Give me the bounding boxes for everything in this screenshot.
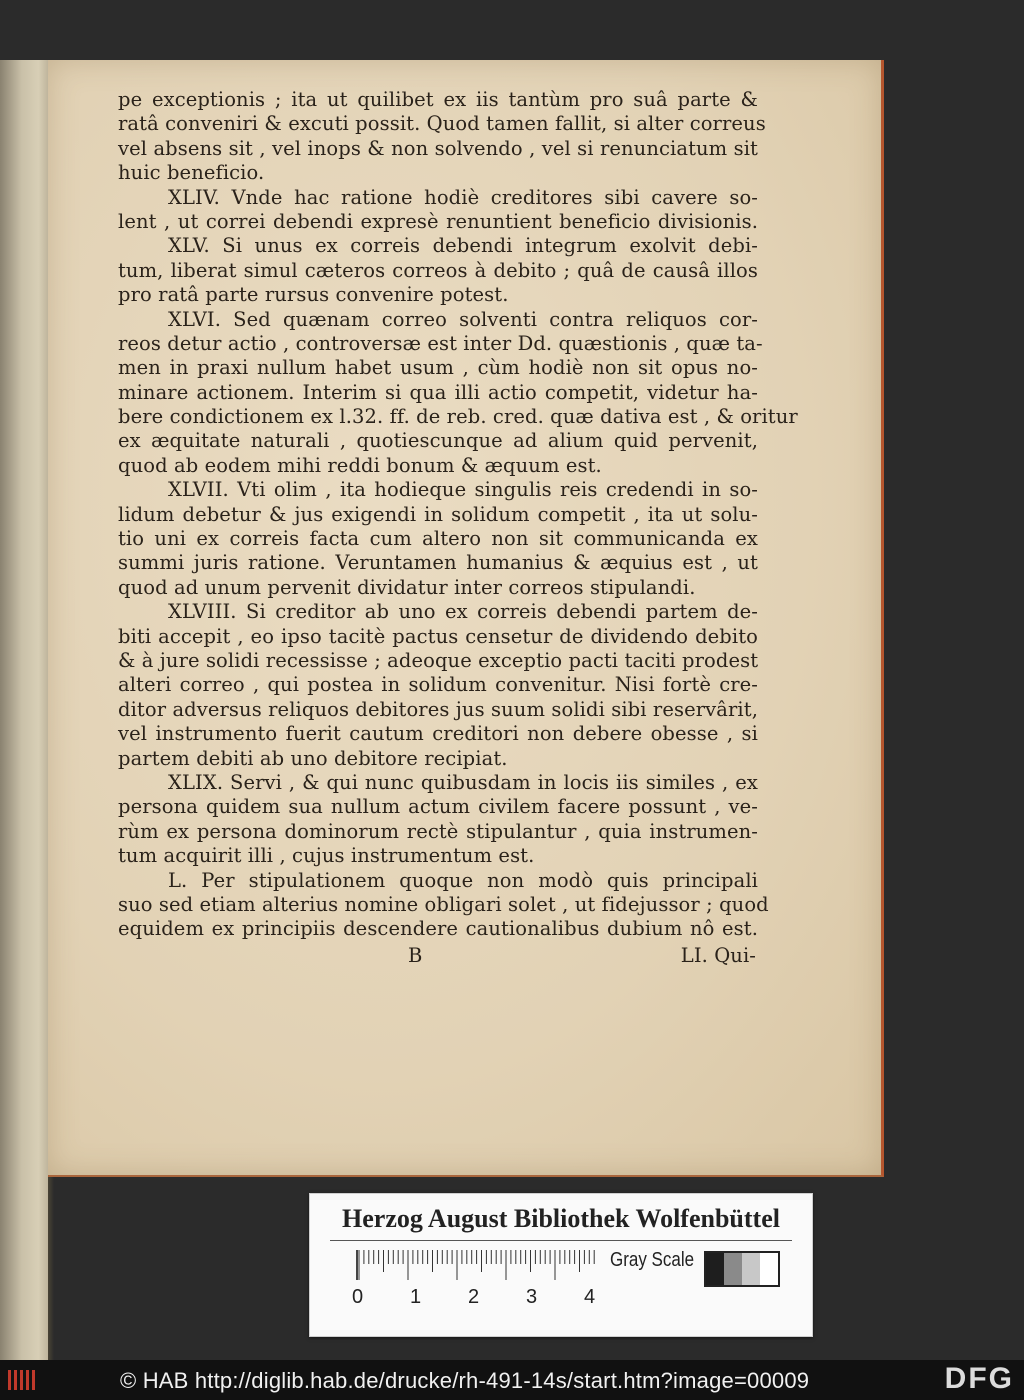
page-text bbox=[118, 88, 798, 968]
text-line: minare actionem. Interim si qua illi actio competit, videtur ha- bbox=[118, 380, 758, 404]
text-line: & à jure solidi recessisse ; adeoque exceptio pacti taciti prodest bbox=[118, 648, 759, 672]
text-line: reos detur actio , controversæ est inter Dd. quæstionis , quæ ta- bbox=[118, 331, 763, 355]
dfg-logo: DFG bbox=[944, 1362, 1014, 1395]
text-line: equidem ex principiis descendere cautionalibus dubium nô est. bbox=[118, 917, 758, 941]
text-line: ex æquitate naturali , quotiescunque ad alium quid pervenit, bbox=[118, 429, 758, 453]
ruler-number: 1 bbox=[410, 1286, 422, 1308]
book-page bbox=[48, 60, 884, 1177]
gray-swatch-cell bbox=[724, 1253, 742, 1285]
text-line: lent , ut correi debendi expresè renuntient beneficio divisionis. bbox=[118, 209, 758, 233]
text-line: vel absens sit , vel inops & non solvendo , vel si renunciatum sit bbox=[118, 136, 758, 160]
text-line: XLIX. Servi , & qui nunc quibusdam in locis iis similes , ex bbox=[168, 770, 758, 794]
text-line: XLVI. Sed quænam correo solventi contra reliquos cor- bbox=[168, 307, 758, 331]
text-line: lidum debetur & jus exigendi in solidum competit , ita ut solu- bbox=[118, 502, 758, 526]
text-line: XLVIII. Si creditor ab uno ex correis debendi partem de- bbox=[168, 600, 758, 624]
text-line: ditor adversus reliquos debitores jus suum solidi sibi reservârit, bbox=[118, 697, 758, 721]
ruler bbox=[356, 1250, 598, 1280]
text-line: tio uni ex correis facta cum altero non sit communicanda ex bbox=[118, 527, 758, 551]
text-line: ratâ conveniri & excuti possit. Quod tamen fallit, si alter correus bbox=[118, 112, 766, 136]
text-line: partem debiti ab uno debitore recipiat. bbox=[118, 746, 508, 770]
text-line: tum, liberat simul cæteros correos à debito ; quâ de causâ illos bbox=[118, 258, 758, 282]
gray-swatch-cell bbox=[706, 1253, 724, 1285]
gray-scale-swatch bbox=[704, 1251, 780, 1287]
gray-scale-label: Gray Scale bbox=[610, 1249, 695, 1271]
signature-mark: B bbox=[408, 943, 423, 967]
text-line: XLVII. Vti olim , ita hodieque singulis reis credendi in so- bbox=[168, 478, 758, 502]
text-line: vel instrumento fuerit cautum creditori non debere obesse , si bbox=[118, 722, 758, 746]
previous-page-edge bbox=[0, 60, 49, 1360]
gray-swatch-cell bbox=[742, 1253, 760, 1285]
text-line: quod ad unum pervenit dividatur inter correos stipulandi. bbox=[118, 575, 696, 599]
text-line: persona quidem sua nullum actum civilem facere possunt , ve- bbox=[118, 795, 758, 819]
library-name: Herzog August Bibliothek Wolfenbüttel bbox=[342, 1204, 780, 1233]
ruler-number: 3 bbox=[526, 1286, 538, 1308]
text-line: summi juris ratione. Veruntamen humanius & æquius est , ut bbox=[118, 551, 758, 575]
text-line: men in praxi nullum habet usum , cùm hodiè non sit opus no- bbox=[118, 356, 758, 380]
text-line: suo sed etiam alterius nomine obligari solet , ut fidejussor ; quod bbox=[118, 892, 769, 916]
text-line: pro ratâ parte rursus convenire potest. bbox=[118, 283, 509, 307]
text-line: bere condictionem ex l.32. ff. de reb. cred. quæ dativa est , & oritur bbox=[118, 405, 798, 429]
footer-bar bbox=[0, 1360, 1024, 1400]
copyright-link[interactable]: © HAB http://diglib.hab.de/drucke/rh-491-14s/start.htm?image=00009 bbox=[120, 1368, 810, 1393]
text-line: huic beneficio. bbox=[118, 161, 265, 185]
signature-row bbox=[118, 944, 758, 968]
text-line: quod ab eodem mihi reddi bonum & æquum est. bbox=[118, 453, 602, 477]
gray-scale-card bbox=[309, 1193, 813, 1337]
text-line: biti accepit , eo ipso tacitè pactus censetur de dividendo debito bbox=[118, 624, 758, 648]
ruler-number: 2 bbox=[468, 1286, 480, 1308]
text-line: pe exceptionis ; ita ut quilibet ex iis tantùm pro suâ parte & bbox=[118, 88, 758, 111]
card-divider bbox=[330, 1240, 792, 1241]
text-line: XLIV. Vnde hac ratione hodiè creditores sibi cavere so- bbox=[168, 185, 758, 209]
ruler-number: 4 bbox=[584, 1286, 596, 1308]
text-line: XLV. Si unus ex correis debendi integrum exolvit debi- bbox=[168, 234, 758, 258]
text-line: rùm ex persona dominorum rectè stipulantur , quia instrumen- bbox=[118, 819, 758, 843]
text-line: L. Per stipulationem quoque non modò quis principali bbox=[168, 868, 758, 892]
gray-swatch-cell bbox=[760, 1253, 778, 1285]
catchword: LI. Qui- bbox=[680, 943, 756, 967]
text-line: tum acquirit illi , cujus instrumentum est. bbox=[118, 844, 535, 868]
hab-logo-icon bbox=[6, 1366, 40, 1394]
ruler-number: 0 bbox=[352, 1286, 364, 1308]
text-line: alteri correo , qui postea in solidum convenitur. Nisi fortè cre- bbox=[118, 673, 758, 697]
